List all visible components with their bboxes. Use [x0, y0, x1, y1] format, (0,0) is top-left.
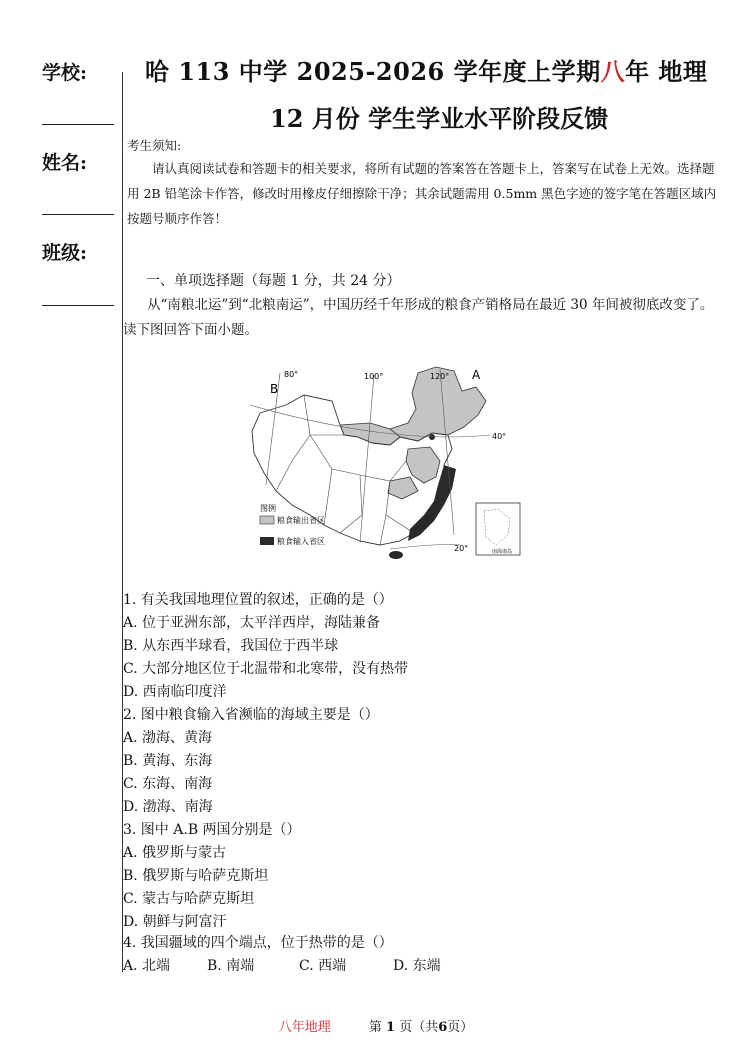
- question-3-option-b: B. 俄罗斯与哈萨克斯坦: [123, 868, 269, 884]
- map-lon-80: 80°: [284, 370, 299, 379]
- footer-page-mid: 页（共: [399, 1020, 439, 1035]
- map-label-b: B: [270, 382, 279, 396]
- school-blank-line: [42, 124, 114, 125]
- footer-page-num: 1: [386, 1020, 396, 1035]
- footer-subject: 八年地理: [278, 1020, 331, 1035]
- map-lon-120: 120°: [430, 372, 450, 381]
- question-1-option-d: D. 西南临印度洋: [123, 684, 227, 700]
- name-blank-line: [42, 214, 114, 215]
- question-2-option-a: A. 渤海、黄海: [123, 730, 213, 746]
- question-1-stem: 1. 有关我国地理位置的叙述，正确的是（）: [123, 592, 393, 608]
- page-footer: [0, 1016, 752, 1035]
- question-3-stem: 3. 图中 A.B 两国分别是（）: [123, 822, 301, 838]
- notice-heading: 考生须知:: [127, 138, 182, 153]
- question-4-option-b: B. 南端: [207, 958, 255, 974]
- map-lon-100: 100°: [364, 372, 384, 381]
- footer-page-suffix: 页）: [447, 1020, 474, 1035]
- question-1-option-b: B. 从东西半球看，我国位于西半球: [123, 638, 339, 654]
- legend-export-swatch: [260, 516, 274, 524]
- question-4-stem: 4. 我国疆域的四个端点，位于热带的是（）: [123, 935, 393, 951]
- legend-export-label: 粮食输出省区: [277, 516, 325, 525]
- class-label: 班级:: [42, 242, 88, 264]
- title-part1: 哈 113 中学 2025-2026 学年度上学期: [145, 57, 601, 86]
- question-4-option-a: A. 北端: [123, 958, 171, 974]
- import-region-hainan: [389, 551, 403, 559]
- legend-import-swatch: [260, 537, 274, 545]
- map-label-a: A: [472, 368, 481, 382]
- question-2-option-b: B. 黄海、东海: [123, 753, 213, 769]
- question-4-option-d: D. 东端: [393, 958, 441, 974]
- question-1-option-a: A. 位于亚洲东部，太平洋西岸，海陆兼备: [123, 615, 381, 631]
- legend-import-label: 粮食输入省区: [277, 537, 325, 546]
- question-4-options: [123, 955, 441, 975]
- title-grade: 八: [600, 57, 626, 86]
- south-sea-inset: [476, 503, 520, 555]
- footer-page-prefix: 第: [368, 1020, 382, 1035]
- question-1-option-c: C. 大部分地区位于北温带和北寒带，没有热带: [123, 661, 409, 677]
- question-2-option-d: D. 渤海、南海: [123, 799, 213, 815]
- section-intro: 从“南粮北运”到“北粮南运”，中国历经千年形成的粮食产销格局在最近 30 年间被彻底改变了。读下图回答下面小题。: [123, 297, 714, 338]
- question-3-option-d: D. 朝鲜与阿富汗: [123, 914, 227, 930]
- question-2-option-c: C. 东海、南海: [123, 776, 213, 792]
- page-title: [145, 52, 707, 87]
- notice-text: 请认真阅读试卷和答题卡的相关要求，将所有试题的答案答在答题卡上，答案写在试卷上无效。选择题用 2B 铅笔涂卡作答，修改时用橡皮仔细擦除干净；其余试题需用 0.5mm 黑色字迹的签字笔在答题区域内按题号顺序作答！: [127, 161, 717, 226]
- inset-label: 南海诸岛: [492, 549, 513, 555]
- page-subtitle: 12 月份 学生学业水平阶段反馈: [270, 104, 609, 133]
- title-part2: 年 地理: [625, 57, 708, 86]
- class-blank-line: [42, 305, 114, 306]
- legend-title: 图例: [260, 504, 276, 513]
- china-grain-map: [240, 365, 530, 565]
- map-lat-40: 40°: [492, 432, 507, 441]
- name-label: 姓名:: [42, 152, 88, 174]
- section-heading: 一、单项选择题（每题 1 分，共 24 分）: [146, 273, 401, 289]
- map-lat-20: 20°: [454, 544, 469, 553]
- footer-page-total: 6: [438, 1020, 448, 1035]
- question-3-option-a: A. 俄罗斯与蒙古: [123, 845, 227, 861]
- question-4-option-c: C. 西端: [299, 958, 347, 974]
- school-label: 学校:: [42, 62, 88, 84]
- question-2-stem: 2. 图中粮食输入省濒临的海域主要是（）: [123, 707, 379, 723]
- question-3-option-c: C. 蒙古与哈萨克斯坦: [123, 891, 255, 907]
